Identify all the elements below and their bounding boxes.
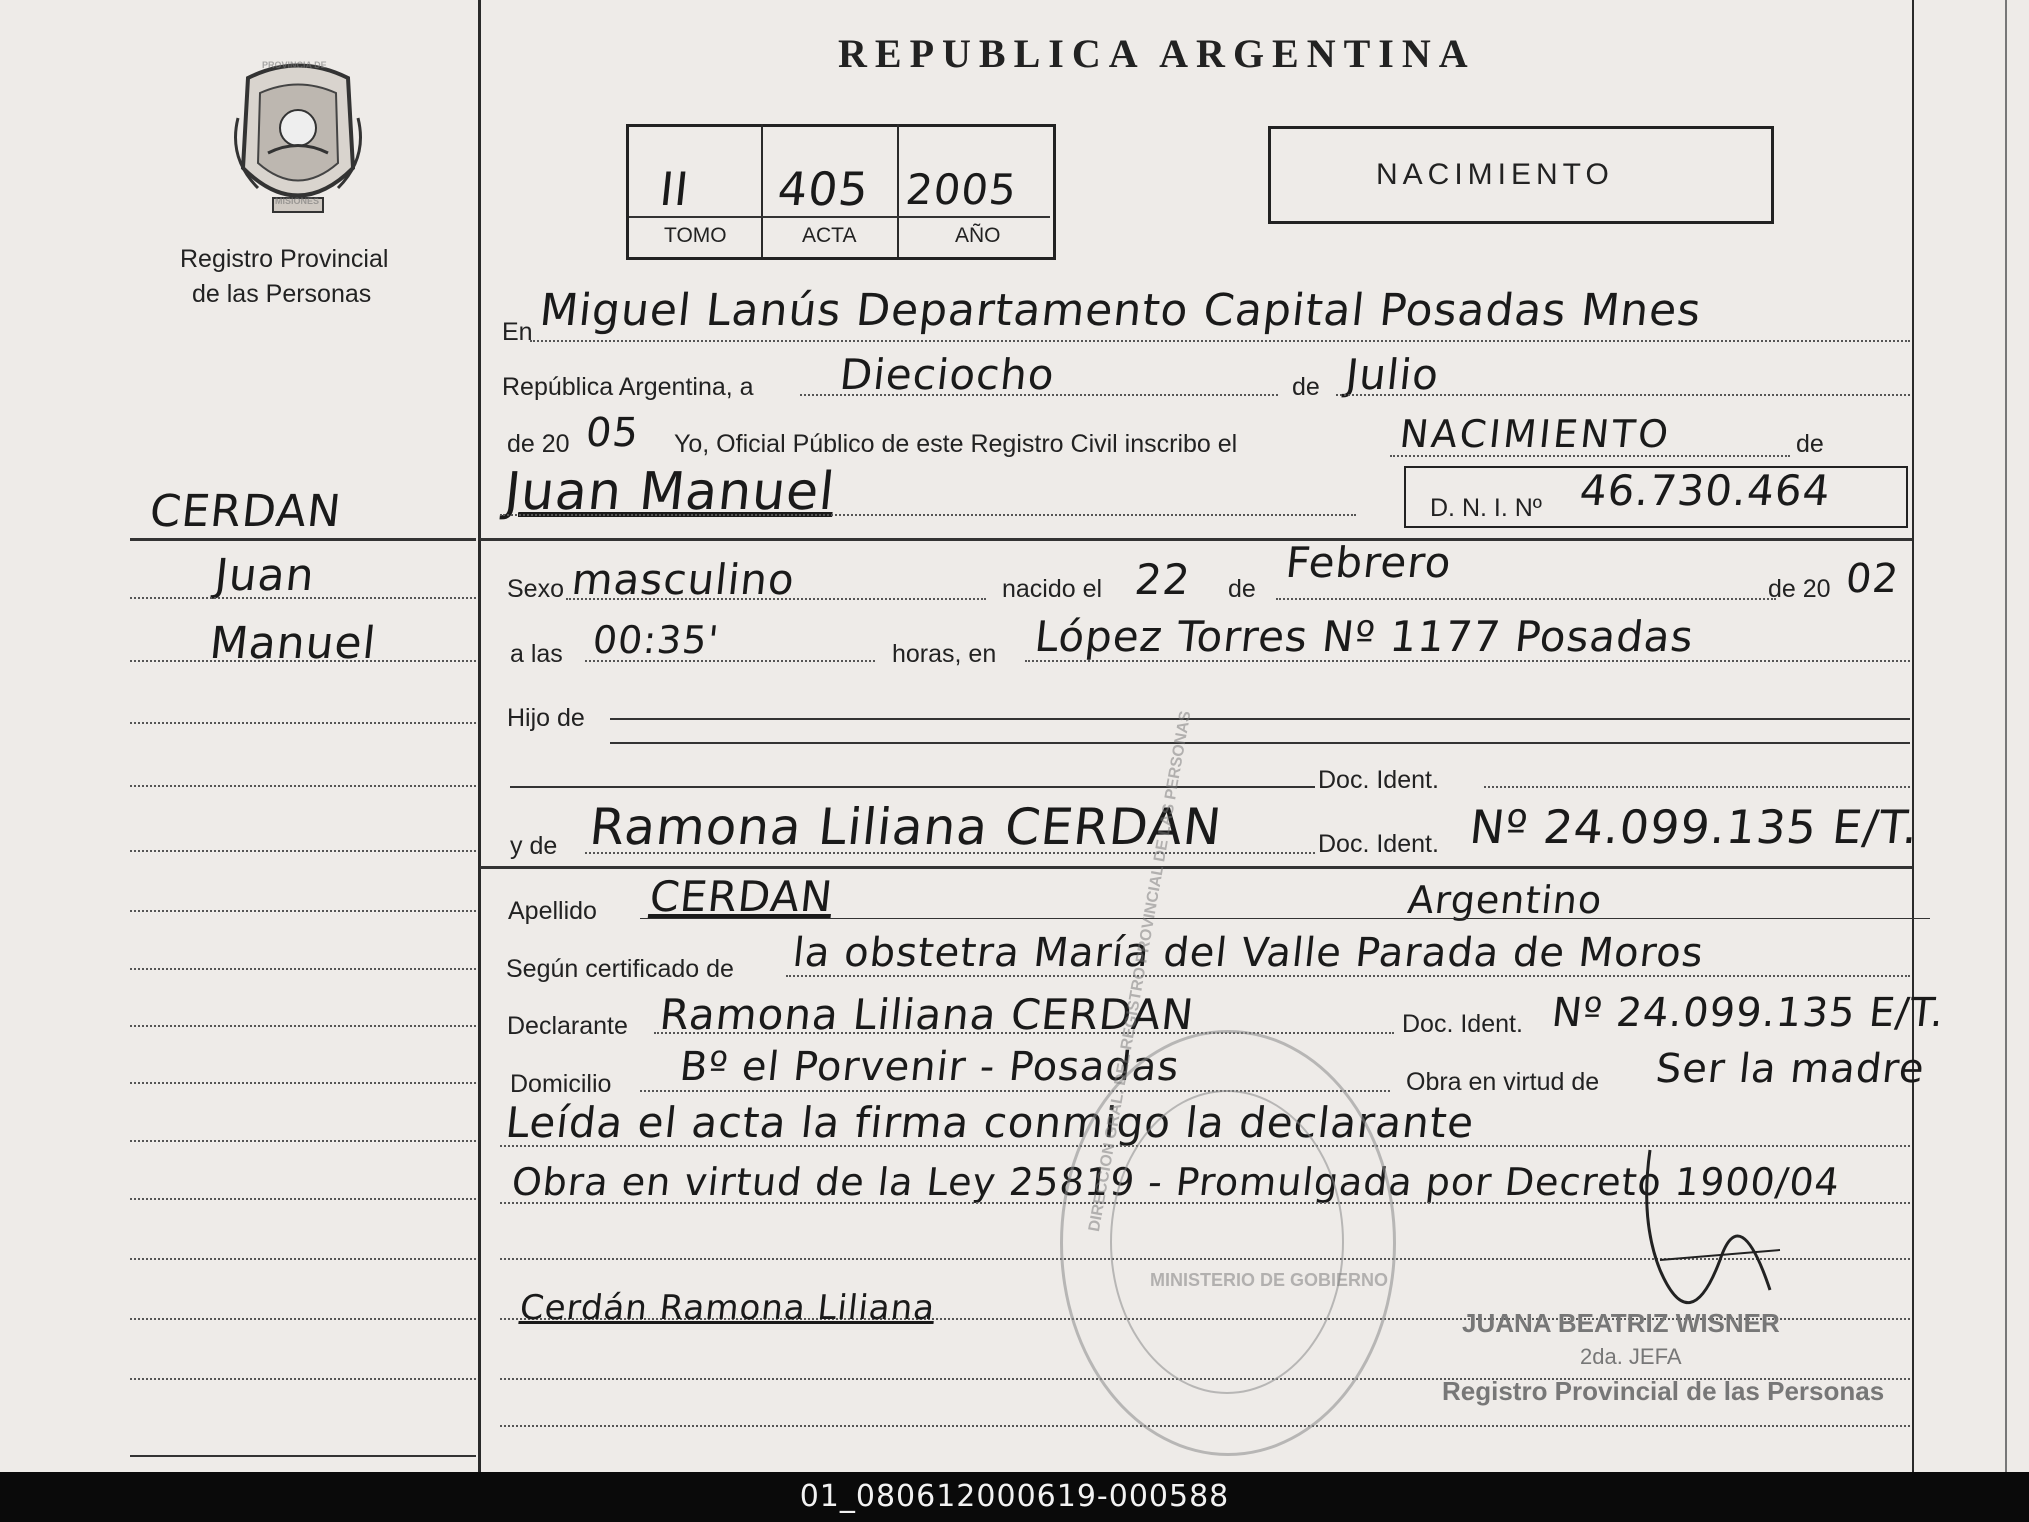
- hijo-rule-2: [610, 742, 1910, 744]
- left-column-divider: [478, 0, 481, 1472]
- day-rule: [800, 394, 1278, 396]
- stamp-inner-text: MINISTERIO DE GOBIERNO: [1150, 1270, 1389, 1290]
- de-label-3: de: [1228, 575, 1256, 603]
- box-label-rule: [629, 216, 1050, 218]
- declarante-rule: [654, 1032, 1394, 1034]
- box-divider-2: [897, 124, 899, 257]
- declarante-signature: Cerdán Ramona Liliana: [517, 1288, 938, 1328]
- margin-rule-12: [130, 1258, 476, 1260]
- margin-rule-10: [130, 1140, 476, 1142]
- name-value: Juan Manuel: [501, 462, 838, 522]
- note-line-2: Obra en virtud de la Ley 25819 - Promulgada por Decreto 1900/04: [509, 1160, 1843, 1204]
- year-prefix: de 20: [507, 430, 570, 458]
- apellido-value: CERDAN: [647, 872, 836, 921]
- dni-label: D. N. I. Nº: [1430, 494, 1542, 522]
- dni-value: 46.730.464: [1577, 466, 1834, 515]
- crest-bottom-text: MISIONES: [275, 196, 320, 206]
- inscribo-value: NACIMIENTO: [1397, 412, 1674, 456]
- hijo-label: Hijo de: [507, 704, 585, 732]
- declarante-value: Ramona Liliana CERDAN: [657, 990, 1197, 1039]
- margin-rule-7: [130, 968, 476, 970]
- a-las-label: a las: [510, 640, 563, 668]
- place-value: López Torres Nº 1177 Posadas: [1032, 612, 1697, 661]
- birth-year-prefix: de 20: [1768, 575, 1831, 603]
- record-type: NACIMIENTO: [1376, 158, 1614, 191]
- month-rule: [1336, 394, 1910, 396]
- ano-value: 2005: [903, 165, 1020, 214]
- tomo-label: TOMO: [664, 224, 727, 247]
- mother-rule: [585, 852, 1315, 854]
- hour-rule: [585, 660, 875, 662]
- doc-ident-2: Doc. Ident.: [1318, 830, 1439, 858]
- apellido-rule: [640, 918, 1930, 919]
- margin-rule-4: [130, 785, 476, 787]
- margin-rule-9: [130, 1082, 476, 1084]
- margin-rule-11: [130, 1198, 476, 1200]
- registry-office-line1: Registro Provincial: [180, 245, 389, 273]
- birth-month: Febrero: [1283, 538, 1455, 587]
- margin-surname: CERDAN: [147, 486, 344, 537]
- margin-given-1: Juan: [212, 550, 318, 601]
- day-value: Dieciocho: [837, 350, 1058, 399]
- segun-value: la obstetra María del Valle Parada de Moros: [790, 930, 1707, 976]
- official-title: 2da. JEFA: [1580, 1344, 1682, 1369]
- segun-label: Según certificado de: [506, 955, 734, 983]
- tomo-value: II: [657, 162, 692, 216]
- doc-ident-3: Doc. Ident.: [1402, 1010, 1523, 1038]
- horas-label: horas, en: [892, 640, 997, 668]
- margin-rule-0: [130, 538, 476, 541]
- margin-rule-15: [130, 1455, 476, 1457]
- box-divider-1: [761, 124, 763, 257]
- hour-value: 00:35': [590, 618, 722, 662]
- margin-rule-8: [130, 1025, 476, 1027]
- yo-text: Yo, Oficial Público de este Registro Civil inscribo el: [674, 430, 1238, 458]
- stamp-outer-text: DIRECCION GRAL. DEL REGISTRO PROVINCIAL DE LAS PERSONAS: [1086, 709, 1195, 1233]
- right-page-border: [1912, 0, 1914, 1472]
- sexo-rule: [566, 598, 986, 600]
- section-rule-2: [480, 866, 1912, 869]
- margin-rule-5: [130, 850, 476, 852]
- birth-day: 22: [1132, 555, 1194, 604]
- de-label-2: de: [1796, 430, 1824, 458]
- birth-month-rule: [1276, 598, 1776, 600]
- apellido-label: Apellido: [508, 897, 597, 925]
- acta-label: ACTA: [802, 224, 857, 247]
- obra-label: Obra en virtud de: [1406, 1068, 1600, 1096]
- margin-rule-3: [130, 722, 476, 724]
- margin-given-2: Manuel: [207, 618, 379, 669]
- official-office: Registro Provincial de las Personas: [1442, 1376, 1885, 1406]
- sexo-value: masculino: [569, 555, 798, 604]
- nacido-label: nacido el: [1002, 575, 1103, 603]
- yo-rule: [1390, 455, 1790, 457]
- name-rule: [500, 514, 1356, 516]
- outer-edge: [2005, 0, 2007, 1472]
- margin-rule-1: [130, 597, 476, 599]
- registry-office-line2: de las Personas: [192, 280, 372, 308]
- en-rule: [530, 340, 1910, 342]
- en-value: Miguel Lanús Departamento Capital Posadas Mnes: [537, 285, 1704, 336]
- father-rule: [510, 786, 1315, 788]
- nationality: Argentino: [1405, 878, 1605, 922]
- hijo-rule-1: [610, 718, 1910, 720]
- doc-ident-1: Doc. Ident.: [1318, 766, 1439, 794]
- doc-ident-1-rule: [1484, 786, 1910, 788]
- de-label-1: de: [1292, 373, 1320, 401]
- segun-rule: [786, 975, 1910, 977]
- ano-label: AÑO: [955, 224, 1001, 247]
- yde-label: y de: [510, 832, 558, 860]
- country-title: REPUBLICA ARGENTINA: [838, 31, 1476, 76]
- republica-label: República Argentina, a: [502, 373, 754, 401]
- margin-rule-6: [130, 910, 476, 912]
- margin-rule-14: [130, 1378, 476, 1380]
- sexo-label: Sexo: [507, 575, 564, 603]
- place-rule: [1025, 660, 1910, 662]
- margin-rule-13: [130, 1318, 476, 1320]
- image-id-footer: 01_080612000619-000588: [0, 1472, 2029, 1522]
- year-value: 05: [583, 410, 642, 456]
- section-rule-1: [480, 538, 1912, 541]
- domicilio-label: Domicilio: [510, 1070, 612, 1098]
- misiones-crest-icon: [228, 58, 368, 218]
- birth-year: 02: [1843, 556, 1902, 602]
- official-stamp-inner: [1110, 1090, 1344, 1394]
- margin-rule-2: [130, 660, 476, 662]
- month-value: Julio: [1343, 350, 1442, 399]
- official-name: JUANA BEATRIZ WISNER: [1462, 1308, 1780, 1338]
- obra-value: Ser la madre: [1653, 1046, 1927, 1092]
- mother-doc: Nº 24.099.135 E/T.: [1467, 800, 1922, 854]
- acta-value: 405: [775, 162, 872, 216]
- declarante-doc: Nº 24.099.135 E/T.: [1549, 990, 1947, 1036]
- en-label: En: [502, 318, 533, 346]
- note-line-1: Leída el acta la firma conmigo la declarante: [503, 1098, 1477, 1147]
- domicilio-value: Bº el Porvenir - Posadas: [677, 1044, 1182, 1090]
- declarante-label: Declarante: [507, 1012, 628, 1040]
- mother-value: Ramona Liliana CERDAN: [586, 798, 1225, 856]
- crest-top-text: PROVINCIA DE: [262, 60, 327, 70]
